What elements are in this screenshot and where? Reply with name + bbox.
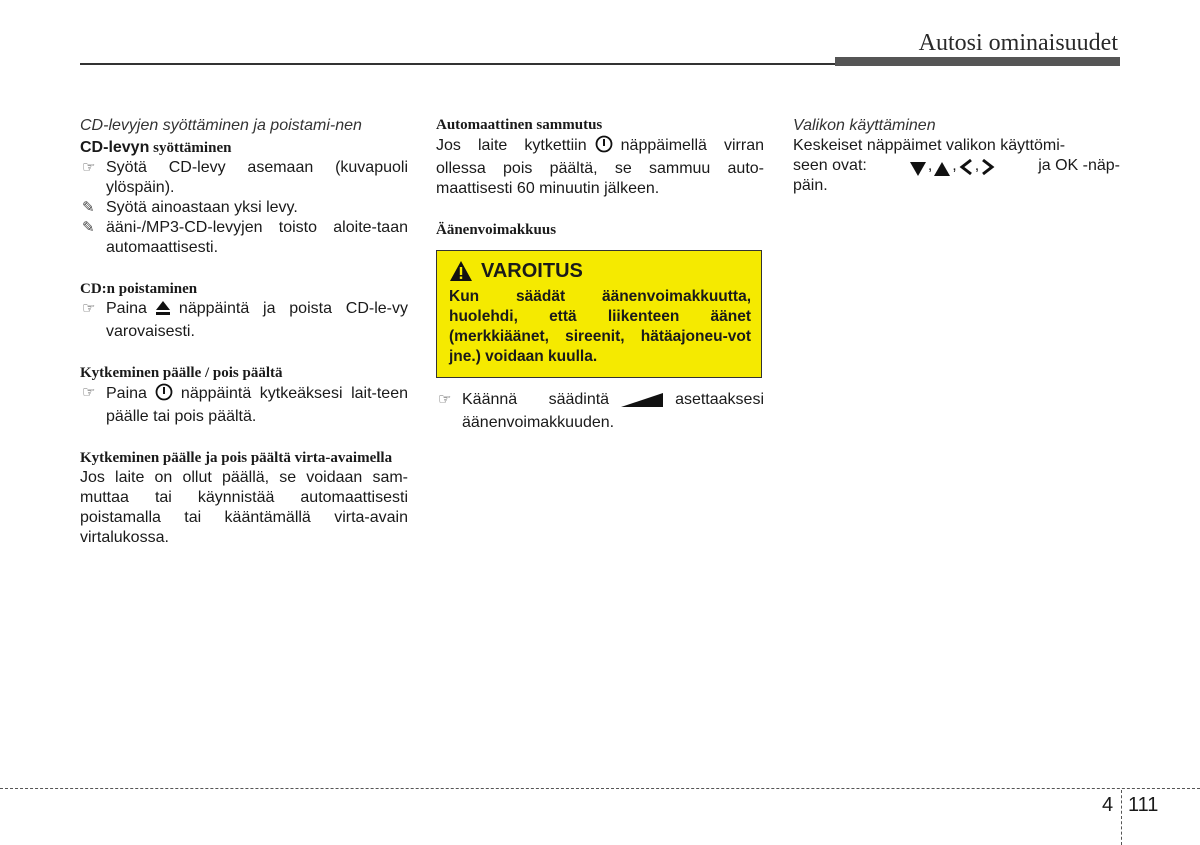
list-item (80, 198, 408, 218)
list-item (80, 383, 408, 427)
footer-vertical-dashed-rule (1121, 790, 1122, 845)
list-item (436, 390, 764, 433)
heading-cd-eject: CD:n poistaminen (80, 281, 198, 297)
footer-dashed-rule (0, 788, 1200, 789)
page-number: 111 (1128, 794, 1159, 816)
pointing-hand-icon: ☞ (438, 391, 452, 408)
menu-prefix: seen ovat: (793, 157, 867, 174)
volume-text-before: Käännä säädintä (462, 391, 610, 408)
left-chevron-icon (959, 158, 973, 176)
paragraph-auto-off (436, 135, 764, 199)
warning-title-text: VAROITUS (481, 260, 583, 282)
pointing-hand-icon: ☞ (82, 159, 96, 176)
auto-text-before: Jos laite kytkettiin (436, 137, 587, 154)
power-icon (155, 383, 173, 407)
up-triangle-icon (934, 162, 950, 176)
page-header-title: Autosi ominaisuudet (918, 30, 1118, 56)
power-text-before: Paina (106, 385, 147, 402)
nav-separator: , (952, 157, 957, 174)
pencil-note-icon: ✎ (82, 219, 95, 236)
pencil-note-icon: ✎ (82, 199, 95, 216)
heading-cd-insert (80, 138, 408, 158)
eject-icon (155, 300, 171, 322)
nav-separator: , (974, 157, 980, 174)
menu-text-line2 (793, 156, 1120, 176)
menu-suffix: ja OK -näp- (1038, 157, 1120, 174)
eject-text-after: näppäintä ja poista CD-le-vy varovaisesti. (106, 300, 408, 340)
nav-keys (908, 156, 997, 176)
menu-text-line3: päin. (793, 177, 828, 194)
warning-text: Kun säädät äänenvoimakkuutta, huolehdi, että liikenteen äänet (merkkiäänet, sireenit, hätäajoneu-vot jne.) voidaan kuulla. (449, 288, 751, 365)
warning-triangle-icon (449, 260, 473, 282)
heading-power: Kytkeminen päälle / pois päältä (80, 365, 283, 381)
list-item-text: ääni-/MP3-CD-levyjen toisto aloite-taan automaattisesti. (106, 219, 408, 256)
heading-cd-insert-sans: CD-levyn (80, 139, 150, 156)
section-title-cd: CD-levyjen syöttäminen ja poistami-nen (80, 117, 362, 134)
header-rule-thin (80, 63, 835, 65)
eject-text-before: Paina (106, 300, 147, 317)
column-left (80, 116, 408, 548)
list-item (80, 158, 408, 198)
heading-auto-off: Automaattinen sammutus (436, 117, 603, 133)
volume-text-after: asettaaksesi äänenvoimakkuuden. (462, 391, 764, 431)
heading-cd-insert-serif: syöttäminen (149, 140, 232, 156)
heading-volume: Äänenvoimakkuus (436, 222, 557, 238)
list-item (80, 299, 408, 342)
heading-key-power: Kytkeminen päälle ja pois päältä virta-avaimella (80, 450, 393, 466)
auto-text-after: näppäimellä virran ollessa pois päältä, se sammuu auto-maattisesti 60 minuutin jälkeen. (436, 137, 764, 197)
nav-separator: , (927, 157, 933, 174)
list-item-text: Syötä ainoastaan yksi levy. (106, 199, 298, 216)
pointing-hand-icon: ☞ (82, 384, 96, 401)
heading-menu-usage: Valikon käyttäminen (793, 117, 936, 134)
column-middle (436, 116, 764, 433)
chapter-number: 4 (1102, 794, 1114, 816)
menu-text-line1: Keskeiset näppäimet valikon käyttömi- (793, 137, 1066, 154)
pointing-hand-icon: ☞ (82, 300, 96, 317)
list-item (80, 218, 408, 258)
volume-ramp-icon (621, 393, 663, 413)
power-icon (595, 135, 613, 159)
list-item-text: Syötä CD-levy asemaan (kuvapuoli ylöspäin). (106, 159, 408, 196)
paragraph-key-power: Jos laite on ollut päällä, se voidaan sam-muttaa tai käynnistää automaattisesti poistamalla tai kääntämällä virta-avain virtalukossa. (80, 469, 408, 546)
header-rule-thick (835, 57, 1120, 66)
down-triangle-icon (910, 162, 926, 176)
right-chevron-icon (981, 158, 995, 176)
warning-box (436, 250, 762, 378)
warning-title (449, 259, 751, 283)
column-right (793, 116, 1120, 196)
power-text-after: näppäintä kytkeäksesi lait-teen päälle tai pois päältä. (106, 385, 408, 425)
